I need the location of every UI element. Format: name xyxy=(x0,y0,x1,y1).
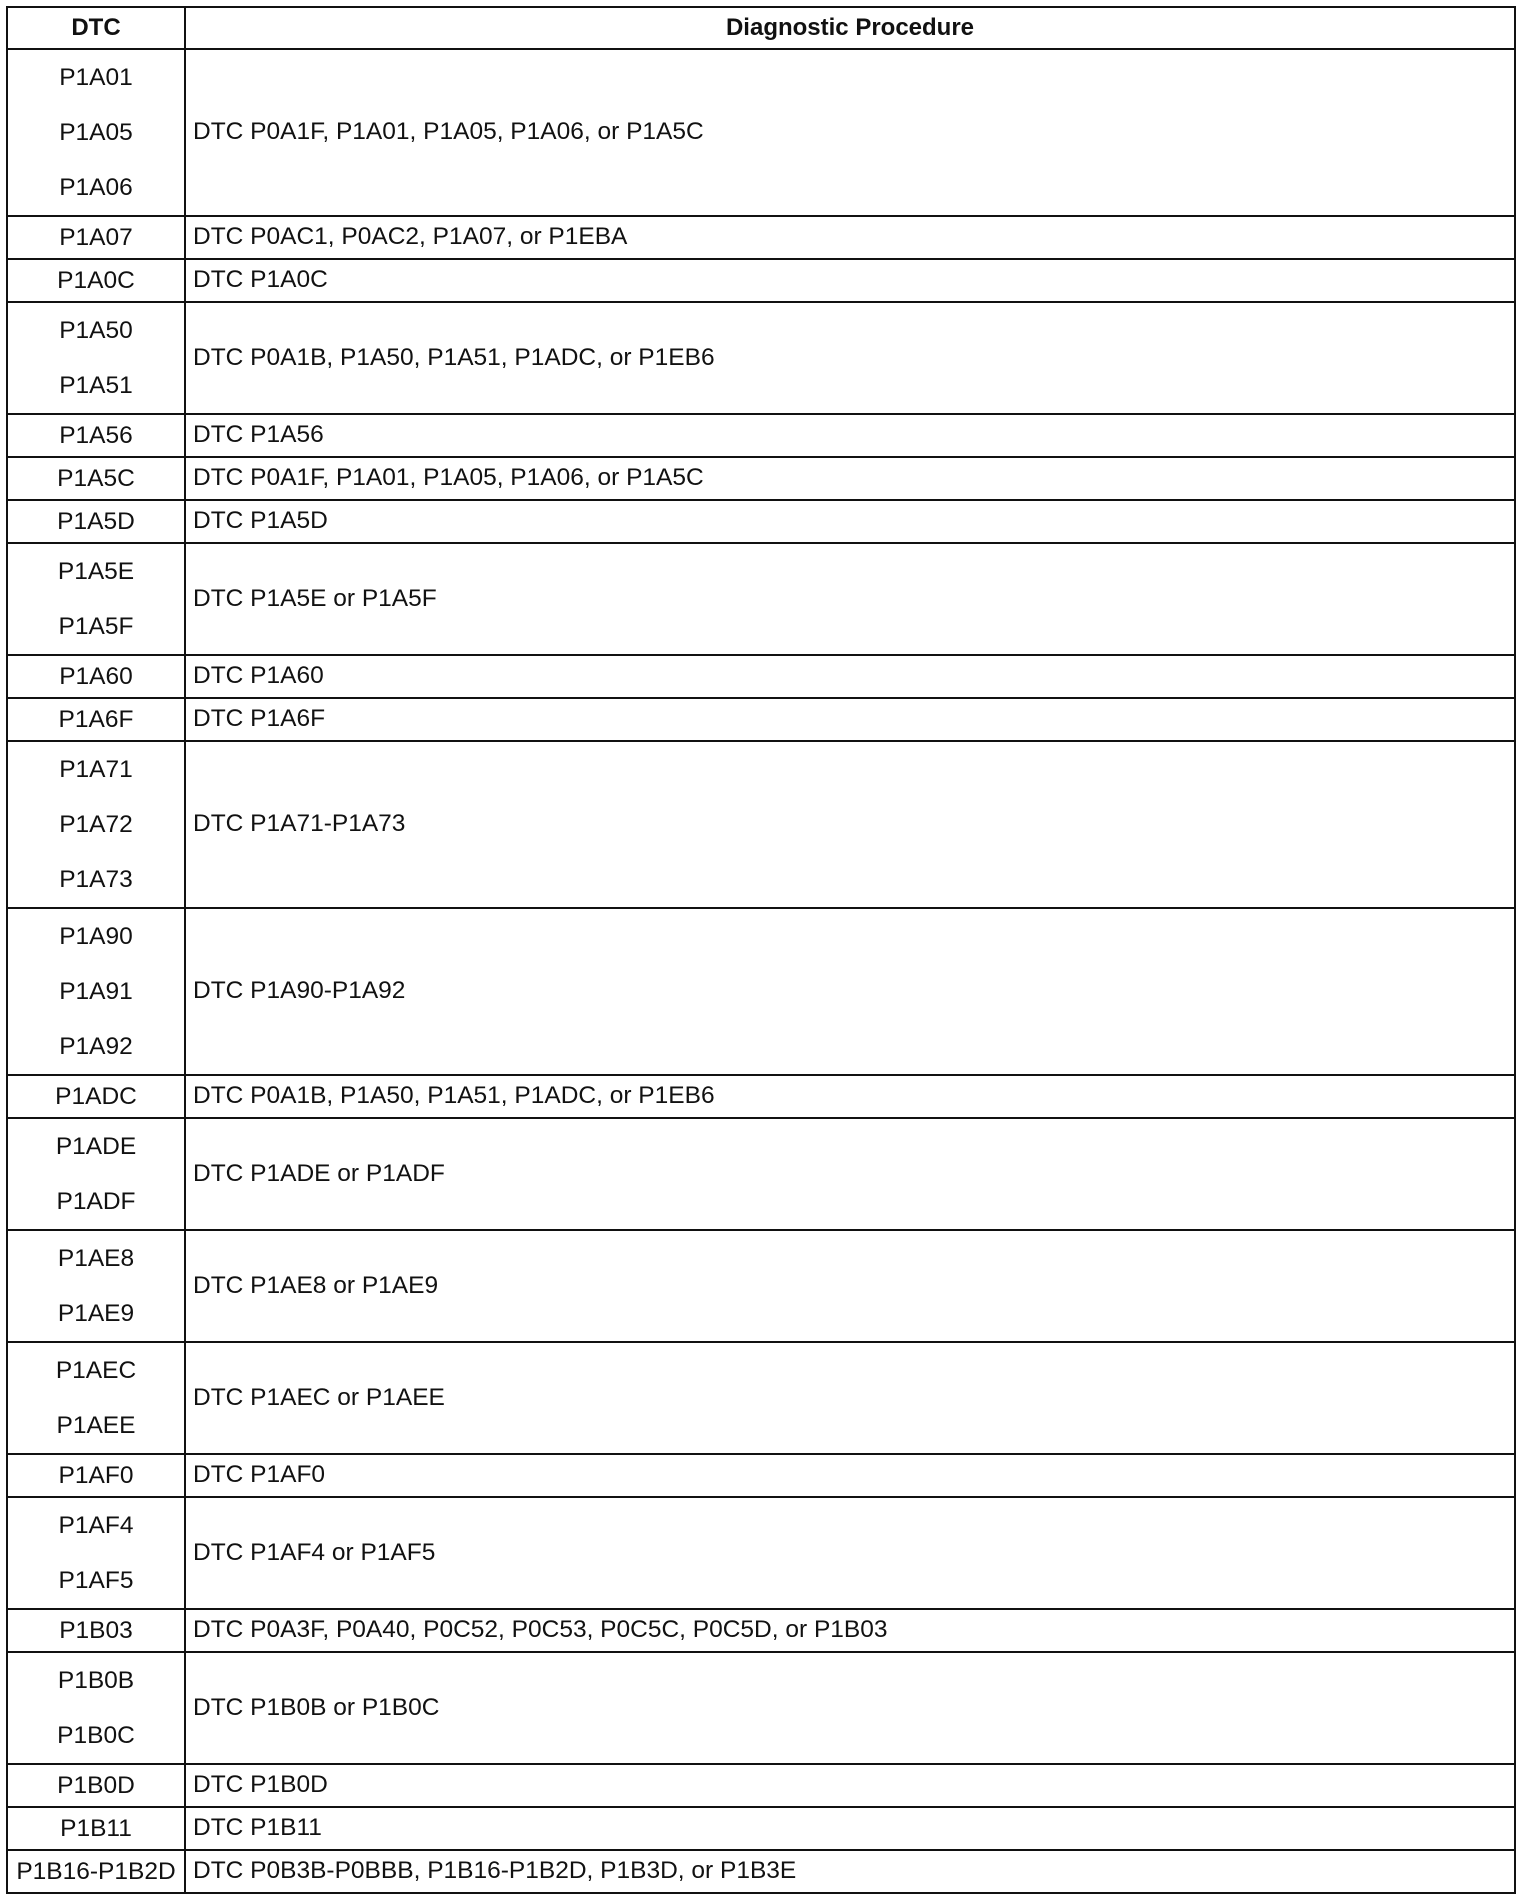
dtc-code: P1AEE xyxy=(56,1412,136,1439)
header-row xyxy=(7,7,1515,49)
diagnostic-procedure-link[interactable]: DTC P1A71-P1A73 xyxy=(185,741,1515,908)
header-diagnostic-procedure: Diagnostic Procedure xyxy=(185,7,1515,49)
dtc-code-cell xyxy=(7,1118,185,1230)
table-body xyxy=(7,49,1515,1893)
diagnostic-procedure-link[interactable]: DTC P1AF0 xyxy=(185,1454,1515,1497)
table-row xyxy=(7,1342,1515,1454)
table-row xyxy=(7,1609,1515,1652)
dtc-code: P1A5F xyxy=(58,613,134,640)
dtc-table xyxy=(6,6,1516,1894)
dtc-code: P1AF5 xyxy=(58,1567,134,1594)
table-row xyxy=(7,908,1515,1075)
table-row xyxy=(7,1230,1515,1342)
dtc-code: P1AE8 xyxy=(57,1245,135,1272)
dtc-code: P1AF0 xyxy=(58,1462,134,1489)
dtc-code: P1B0C xyxy=(57,1722,135,1749)
dtc-code: P1A92 xyxy=(59,1033,133,1060)
table-row xyxy=(7,1075,1515,1118)
dtc-code: P1ADE xyxy=(55,1133,137,1160)
dtc-code-cell xyxy=(7,1342,185,1454)
dtc-code: P1A5D xyxy=(57,508,135,535)
diagnostic-procedure-link[interactable]: DTC P0B3B-P0BBB, P1B16-P1B2D, P1B3D, or P1B3E xyxy=(185,1850,1515,1893)
dtc-code: P1A07 xyxy=(59,224,133,251)
dtc-code: P1A06 xyxy=(59,174,133,201)
dtc-code: P1A51 xyxy=(59,372,133,399)
dtc-code-cell xyxy=(7,698,185,741)
dtc-code: P1B03 xyxy=(59,1617,133,1644)
diagnostic-procedure-link[interactable]: DTC P1AF4 or P1AF5 xyxy=(185,1497,1515,1609)
dtc-code: P1B11 xyxy=(60,1815,132,1842)
dtc-code-cell xyxy=(7,655,185,698)
dtc-code: P1AF4 xyxy=(58,1512,134,1539)
dtc-code: P1A5E xyxy=(57,558,135,585)
table-row xyxy=(7,302,1515,414)
dtc-code: P1AE9 xyxy=(57,1300,135,1327)
table-row xyxy=(7,1850,1515,1893)
dtc-code: P1A71 xyxy=(59,756,133,783)
table-row xyxy=(7,216,1515,259)
dtc-code-cell xyxy=(7,1230,185,1342)
table-row xyxy=(7,1764,1515,1807)
diagnostic-procedure-link[interactable]: DTC P1ADE or P1ADF xyxy=(185,1118,1515,1230)
diagnostic-procedure-link[interactable]: DTC P1A90-P1A92 xyxy=(185,908,1515,1075)
diagnostic-procedure-link[interactable]: DTC P1A5D xyxy=(185,500,1515,543)
table-row xyxy=(7,1454,1515,1497)
diagnostic-procedure-link[interactable]: DTC P1B0B or P1B0C xyxy=(185,1652,1515,1764)
table-row xyxy=(7,259,1515,302)
table-row xyxy=(7,1652,1515,1764)
table-row xyxy=(7,1118,1515,1230)
diagnostic-procedure-link[interactable]: DTC P0AC1, P0AC2, P1A07, or P1EBA xyxy=(185,216,1515,259)
dtc-code-cell xyxy=(7,49,185,216)
dtc-code: P1A0C xyxy=(57,267,135,294)
dtc-code-cell xyxy=(7,302,185,414)
dtc-code: P1A6F xyxy=(58,706,134,733)
dtc-code-cell xyxy=(7,1497,185,1609)
diagnostic-procedure-link[interactable]: DTC P0A1B, P1A50, P1A51, P1ADC, or P1EB6 xyxy=(185,1075,1515,1118)
dtc-code-cell xyxy=(7,1454,185,1497)
dtc-code-cell xyxy=(7,1652,185,1764)
dtc-code: P1A72 xyxy=(59,811,133,838)
dtc-code-cell xyxy=(7,741,185,908)
diagnostic-procedure-link[interactable]: DTC P1AEC or P1AEE xyxy=(185,1342,1515,1454)
dtc-code-cell xyxy=(7,1609,185,1652)
dtc-code-cell xyxy=(7,216,185,259)
diagnostic-procedure-link[interactable]: DTC P1A6F xyxy=(185,698,1515,741)
dtc-code-cell xyxy=(7,414,185,457)
diagnostic-procedure-link[interactable]: DTC P1A60 xyxy=(185,655,1515,698)
diagnostic-procedure-link[interactable]: DTC P0A1F, P1A01, P1A05, P1A06, or P1A5C xyxy=(185,457,1515,500)
dtc-code: P1ADC xyxy=(55,1083,137,1110)
diagnostic-procedure-link[interactable]: DTC P1A56 xyxy=(185,414,1515,457)
diagnostic-procedure-link[interactable]: DTC P1B11 xyxy=(185,1807,1515,1850)
dtc-code-cell xyxy=(7,1807,185,1850)
table-row xyxy=(7,543,1515,655)
table-row xyxy=(7,414,1515,457)
dtc-code: P1A90 xyxy=(59,923,133,950)
dtc-code: P1A56 xyxy=(59,422,133,449)
dtc-code-cell xyxy=(7,908,185,1075)
diagnostic-procedure-link[interactable]: DTC P1B0D xyxy=(185,1764,1515,1807)
table-row xyxy=(7,1807,1515,1850)
header-dtc: DTC xyxy=(7,7,185,49)
dtc-code-cell xyxy=(7,500,185,543)
dtc-code: P1A5C xyxy=(57,465,135,492)
diagnostic-procedure-link[interactable]: DTC P1A5E or P1A5F xyxy=(185,543,1515,655)
table-row xyxy=(7,457,1515,500)
dtc-code: P1B0B xyxy=(57,1667,135,1694)
diagnostic-procedure-link[interactable]: DTC P1A0C xyxy=(185,259,1515,302)
dtc-code-cell xyxy=(7,1764,185,1807)
diagnostic-procedure-link[interactable]: DTC P1AE8 or P1AE9 xyxy=(185,1230,1515,1342)
diagnostic-procedure-link[interactable]: DTC P0A3F, P0A40, P0C52, P0C53, P0C5C, P0C5D, or P1B03 xyxy=(185,1609,1515,1652)
table-row xyxy=(7,698,1515,741)
diagnostic-procedure-link[interactable]: DTC P0A1B, P1A50, P1A51, P1ADC, or P1EB6 xyxy=(185,302,1515,414)
dtc-code-cell xyxy=(7,457,185,500)
dtc-code-cell xyxy=(7,1075,185,1118)
table-row xyxy=(7,655,1515,698)
dtc-code: P1A60 xyxy=(59,663,133,690)
diagnostic-procedure-link[interactable]: DTC P0A1F, P1A01, P1A05, P1A06, or P1A5C xyxy=(185,49,1515,216)
dtc-code: P1A05 xyxy=(59,119,133,146)
dtc-code: P1B0D xyxy=(57,1772,135,1799)
dtc-code: P1ADF xyxy=(56,1188,136,1215)
dtc-code-cell xyxy=(7,259,185,302)
dtc-code: P1A91 xyxy=(59,978,133,1005)
table-row xyxy=(7,741,1515,908)
dtc-code: P1B16-P1B2D xyxy=(16,1858,176,1885)
dtc-code: P1A50 xyxy=(59,317,133,344)
dtc-code-cell xyxy=(7,543,185,655)
table-row xyxy=(7,49,1515,216)
dtc-code: P1A73 xyxy=(59,866,133,893)
table-row xyxy=(7,1497,1515,1609)
dtc-code: P1AEC xyxy=(55,1357,137,1384)
table-row xyxy=(7,500,1515,543)
dtc-code-cell xyxy=(7,1850,185,1893)
dtc-code: P1A01 xyxy=(59,64,133,91)
